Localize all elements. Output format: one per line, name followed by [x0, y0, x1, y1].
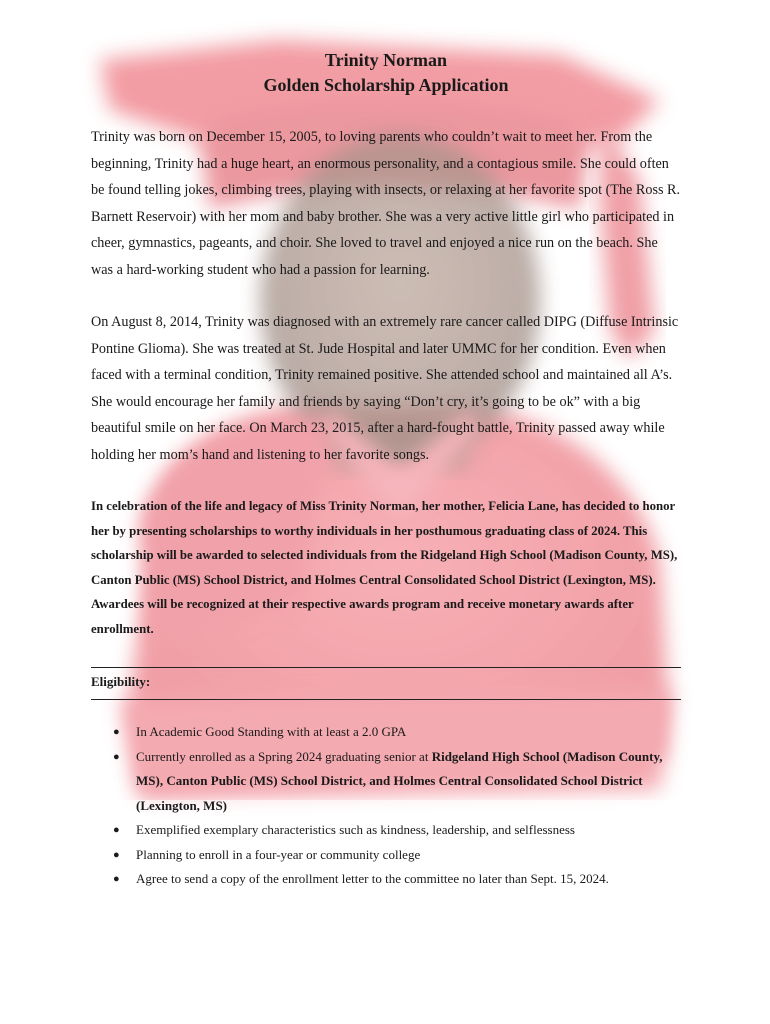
bullet-icon: ●	[113, 824, 120, 836]
document-content	[91, 48, 681, 892]
eligibility-heading: Eligibility:	[91, 667, 681, 700]
bullet-icon: ●	[113, 750, 120, 763]
eligibility-item-text: Agree to send a copy of the enrollment letter to the committee no later than Sept. 15, 2024.	[136, 871, 609, 886]
eligibility-item	[91, 745, 681, 819]
bullet-icon: ●	[113, 848, 120, 861]
eligibility-item-text: Exemplified exemplary characteristics such as kindness, leadership, and selflessness	[136, 822, 575, 837]
doc-title-subtitle: Golden Scholarship Application	[263, 75, 509, 95]
bullet-icon: ●	[113, 726, 120, 738]
eligibility-item-text: In Academic Good Standing with at least a 2.0 GPA	[136, 724, 407, 739]
doc-title-name: Trinity Norman	[324, 50, 448, 70]
eligibility-item-text: Currently enrolled as a Spring 2024 graduating senior at	[136, 748, 432, 764]
eligibility-item-text: Planning to enroll in a four-year or community college	[136, 846, 421, 862]
paragraph-scholarship-purpose: In celebration of the life and legacy of Miss Trinity Norman, her mother, Felicia Lane, has decided to honor her by presenting scholarships to worthy individuals in her posthumous graduating class of 2024. This scholarship will be awarded to selected individuals from the Ridgeland High School (Madison County, MS), Canton Public (MS) School District, and Holmes Central Consolidated School District (Lexington, MS). Awardees will be recognized at their respective awards program and receive monetary awards after enrollment.	[91, 499, 678, 636]
eligibility-item-bold-text: Ridgeland High School (Madison County, MS), Canton Public (MS) School District, and Holmes Central Consolidated School District (Lexington, MS)	[136, 748, 663, 813]
eligibility-item	[91, 843, 681, 868]
bullet-icon: ●	[113, 873, 120, 885]
paragraph-biography: Trinity was born on December 15, 2005, to loving parents who couldn’t wait to meet her. From the beginning, Trinity had a huge heart, an enormous personality, and a contagious smile. She could often be found telling jokes, climbing trees, playing with insects, or relaxing at her favorite spot (The Ross R. Barnett Reservoir) with her mom and baby brother. She was a very active little girl who participated in cheer, gymnastics, pageants, and choir. She loved to travel and enjoyed a nice run on the beach. She was a hard-working student who had a passion for learning.	[91, 129, 681, 278]
eligibility-item	[91, 867, 681, 892]
eligibility-item	[91, 720, 681, 745]
paragraph-diagnosis: On August 8, 2014, Trinity was diagnosed with an extremely rare cancer called DIPG (Diffuse Intrinsic Pontine Glioma). She was treated at St. Jude Hospital and later UMMC for her condition. Even when faced with a terminal condition, Trinity remained positive. She attended school and maintained all A’s. She would encourage her family and friends by saying “Don’t cry, it’s going to be ok” with a big beautiful smile on her face. On March 23, 2015, after a hard-fought battle, Trinity passed away while holding her mom’s hand and listening to her favorite songs.	[91, 314, 679, 463]
eligibility-item	[91, 818, 681, 843]
eligibility-list	[91, 720, 681, 892]
